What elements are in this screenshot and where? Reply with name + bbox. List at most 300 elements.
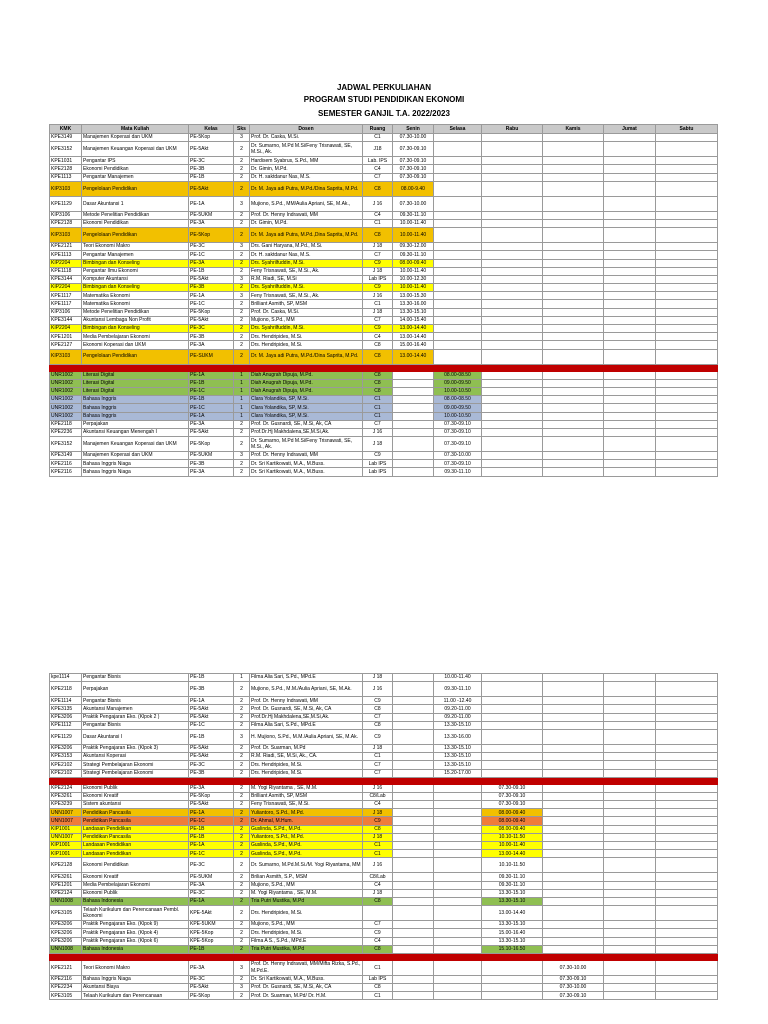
cell-sabtu [656, 316, 718, 324]
cell-jumat [604, 387, 656, 395]
cell-mata-kuliah: Ekonomi Kreatif [82, 792, 189, 800]
cell-mata-kuliah: Pengantar Manajemen [82, 251, 189, 259]
table-row [50, 387, 718, 395]
table-row [50, 267, 718, 275]
cell-selasa [434, 842, 482, 850]
cell-kelas: PE-1B [189, 379, 234, 387]
cell-kelas: PE-1A [189, 412, 234, 420]
cell-kelas: PE-1C [189, 721, 234, 729]
cell-sabtu [656, 173, 718, 181]
cell-kamis [543, 349, 604, 364]
cell-kelas: PE-3C [189, 325, 234, 333]
cell-kmk: UNR1002 [50, 412, 82, 420]
cell-rabu [482, 228, 543, 243]
cell-jumat [604, 801, 656, 809]
cell-sks: 2 [234, 784, 250, 792]
cell-kelas: PE-3C [189, 157, 234, 165]
table-row [50, 460, 718, 468]
cell-ruang: C7 [363, 769, 393, 777]
cell-rabu [482, 960, 543, 975]
cell-jumat [604, 697, 656, 705]
cell-selasa [434, 929, 482, 937]
cell-kelas: PE-1B [189, 833, 234, 841]
cell-sabtu [656, 705, 718, 713]
cell-selasa [434, 267, 482, 275]
cell-rabu [482, 251, 543, 259]
cell-mata-kuliah: Pengelolaan Pendidikan [82, 228, 189, 243]
cell-senin [393, 387, 434, 395]
cell-rabu: 10.10-11.50 [482, 833, 543, 841]
cell-rabu [482, 396, 543, 404]
table-row [50, 842, 718, 850]
cell-rabu [482, 333, 543, 341]
cell-ruang: J18 [363, 142, 393, 157]
cell-kmk: KPE2124 [50, 889, 82, 897]
cell-kmk: KPE1112 [50, 721, 82, 729]
cell-kamis [543, 259, 604, 267]
cell-senin: 07.30-09.10 [393, 157, 434, 165]
cell-kamis [543, 945, 604, 953]
cell-senin [393, 713, 434, 721]
cell-sks: 2 [234, 937, 250, 945]
cell-kamis [543, 316, 604, 324]
cell-sks: 2 [234, 801, 250, 809]
cell-mata-kuliah: Manajemen Koperasi dan UKM [82, 452, 189, 460]
cell-sks: 1 [234, 396, 250, 404]
cell-kelas: KPE-5Kop [189, 937, 234, 945]
cell-ruang: J 16 [363, 428, 393, 436]
cell-dosen: Prof. Dr. Suarman, M.Pd [250, 744, 363, 752]
divider-cell [543, 364, 604, 371]
cell-jumat [604, 267, 656, 275]
cell-kmk: UNR1002 [50, 387, 82, 395]
divider-cell [50, 777, 82, 784]
cell-mata-kuliah: Pendidikan Pancasila [82, 809, 189, 817]
table-row [50, 173, 718, 181]
cell-jumat [604, 412, 656, 420]
cell-sks: 2 [234, 325, 250, 333]
cell-kmk: UNN1008 [50, 897, 82, 905]
cell-sks: 2 [234, 682, 250, 697]
cell-sks: 3 [234, 960, 250, 975]
cell-mata-kuliah: Metode Penelitian Pendidikan [82, 308, 189, 316]
cell-kmk: KPE2121 [50, 960, 82, 975]
cell-kmk: UNR1002 [50, 379, 82, 387]
cell-kelas: PE-5UKM [189, 211, 234, 219]
cell-mata-kuliah: Pengantar Bisnis [82, 721, 189, 729]
cell-kamis [543, 404, 604, 412]
col-header-sks: Sks [234, 125, 250, 134]
cell-selasa [434, 181, 482, 196]
cell-kamis [543, 801, 604, 809]
cell-kmk: KPE1113 [50, 173, 82, 181]
cell-sabtu [656, 975, 718, 983]
cell-kelas: PE-3B [189, 682, 234, 697]
cell-sabtu [656, 165, 718, 173]
cell-dosen: Mujiono, S.Pd., MM [250, 316, 363, 324]
cell-selasa [434, 219, 482, 227]
cell-kmk: KPE3144 [50, 275, 82, 283]
cell-jumat [604, 992, 656, 1000]
cell-kamis [543, 937, 604, 945]
table-row [50, 801, 718, 809]
cell-sks: 2 [234, 858, 250, 873]
cell-rabu [482, 142, 543, 157]
cell-rabu [482, 468, 543, 476]
cell-ruang: C9 [363, 817, 393, 825]
cell-kelas: PE-3A [189, 881, 234, 889]
cell-jumat [604, 744, 656, 752]
cell-selasa: 10.00-10.50 [434, 387, 482, 395]
cell-mata-kuliah: Akuntansi Manajemen [82, 705, 189, 713]
cell-jumat [604, 251, 656, 259]
cell-sabtu [656, 792, 718, 800]
cell-jumat [604, 134, 656, 142]
cell-rabu [482, 219, 543, 227]
cell-ruang: C7 [363, 713, 393, 721]
cell-kamis [543, 817, 604, 825]
cell-senin [393, 842, 434, 850]
cell-dosen: Mujiono, S.Pd., M.M./Aulia Apriani, SE, M.Ak. [250, 682, 363, 697]
cell-sks: 2 [234, 921, 250, 929]
cell-dosen: Dr. M. Jaya adi Putra, M.Pd./Dina Saprita, M.Pd. [250, 349, 363, 364]
table-row [50, 960, 718, 975]
cell-ruang: J 16 [363, 858, 393, 873]
cell-dosen: Prof.Dr.Hj Makhdalena,SE,M.Si,Ak. [250, 713, 363, 721]
cell-mata-kuliah: Pendidikan Pancasila [82, 817, 189, 825]
cell-ruang: C7 [363, 251, 393, 259]
cell-kelas: KPE-5UKM [189, 921, 234, 929]
cell-kamis [543, 243, 604, 251]
cell-kmk: KPE1201 [50, 881, 82, 889]
cell-kamis [543, 873, 604, 881]
cell-mata-kuliah: Landasan Pendidikan [82, 850, 189, 858]
cell-rabu: 13.30-15.10 [482, 921, 543, 929]
divider-cell [393, 777, 434, 784]
table-row [50, 134, 718, 142]
cell-ruang: J 16 [363, 196, 393, 211]
cell-sabtu [656, 858, 718, 873]
cell-sks: 2 [234, 721, 250, 729]
cell-sks: 2 [234, 897, 250, 905]
cell-selasa [434, 984, 482, 992]
cell-rabu [482, 316, 543, 324]
cell-dosen: Dr. Sri Kartikowati, M.A., M.Buss. [250, 460, 363, 468]
cell-sks: 3 [234, 134, 250, 142]
divider-cell [250, 777, 363, 784]
cell-kamis [543, 929, 604, 937]
cell-selasa [434, 937, 482, 945]
cell-rabu [482, 452, 543, 460]
cell-sks: 2 [234, 817, 250, 825]
table-row [50, 889, 718, 897]
divider-cell [234, 953, 250, 960]
cell-kelas: PE-3C [189, 889, 234, 897]
cell-mata-kuliah: Teori Ekonomi Makro [82, 243, 189, 251]
cell-kmk: UNR1002 [50, 396, 82, 404]
cell-jumat [604, 850, 656, 858]
table-row [50, 316, 718, 324]
section-divider-row [50, 953, 718, 960]
cell-sabtu [656, 809, 718, 817]
cell-sabtu [656, 761, 718, 769]
cell-kamis [543, 219, 604, 227]
cell-selasa [434, 784, 482, 792]
cell-sks: 2 [234, 929, 250, 937]
cell-kamis [543, 682, 604, 697]
cell-jumat [604, 157, 656, 165]
cell-kelas: PE-3B [189, 284, 234, 292]
cell-jumat [604, 906, 656, 921]
cell-dosen: Tria Putri Mustika, M.Pd [250, 897, 363, 905]
cell-dosen: Drs. Hendripides, M.Si. [250, 906, 363, 921]
cell-kamis [543, 705, 604, 713]
cell-kamis [543, 228, 604, 243]
table-row [50, 721, 718, 729]
cell-selasa [434, 341, 482, 349]
cell-mata-kuliah: Praktik Pengajaran Eko. (Klpok 6) [82, 937, 189, 945]
cell-rabu [482, 975, 543, 983]
table-row [50, 792, 718, 800]
cell-senin [393, 817, 434, 825]
cell-sabtu [656, 897, 718, 905]
cell-jumat [604, 341, 656, 349]
cell-mata-kuliah: Bimbingan dan Konseling [82, 259, 189, 267]
cell-selasa [434, 873, 482, 881]
cell-dosen: Feny Trisnawati, SE, M.Si., Ak. [250, 292, 363, 300]
cell-kamis [543, 396, 604, 404]
cell-jumat [604, 196, 656, 211]
cell-kelas: PE-1A [189, 292, 234, 300]
cell-kelas: PE-1A [189, 809, 234, 817]
cell-kamis [543, 769, 604, 777]
table-row [50, 769, 718, 777]
divider-cell [250, 953, 363, 960]
cell-rabu [482, 341, 543, 349]
table-row [50, 825, 718, 833]
cell-sabtu [656, 333, 718, 341]
cell-rabu [482, 682, 543, 697]
cell-jumat [604, 396, 656, 404]
cell-sks: 2 [234, 753, 250, 761]
cell-sabtu [656, 881, 718, 889]
cell-jumat [604, 858, 656, 873]
cell-kmk: KPE3105 [50, 992, 82, 1000]
cell-kmk: KPE3206 [50, 744, 82, 752]
cell-kelas: PE-5Akt [189, 705, 234, 713]
cell-sabtu [656, 817, 718, 825]
cell-sabtu [656, 341, 718, 349]
cell-rabu: 15.00-16.40 [482, 929, 543, 937]
cell-mata-kuliah: Manajemen Keuangan Koperasi dan UKM [82, 437, 189, 452]
cell-kamis [543, 284, 604, 292]
table-row [50, 809, 718, 817]
cell-kmk: KPE3206 [50, 937, 82, 945]
cell-dosen: Brilliant Asmith, SP, MSM [250, 300, 363, 308]
cell-ruang: J 18 [363, 243, 393, 251]
cell-kmk: KPE1129 [50, 196, 82, 211]
cell-jumat [604, 452, 656, 460]
cell-jumat [604, 292, 656, 300]
cell-kmk: KPE2102 [50, 769, 82, 777]
cell-senin [393, 873, 434, 881]
cell-mata-kuliah: Bahasa Inggris [82, 396, 189, 404]
cell-kmk: KIP3103 [50, 181, 82, 196]
cell-rabu [482, 325, 543, 333]
cell-sabtu [656, 960, 718, 975]
cell-ruang: J 16 [363, 784, 393, 792]
cell-dosen: Prof. Dr. Caska, M.Si. [250, 308, 363, 316]
cell-sabtu [656, 842, 718, 850]
cell-dosen: Prof.Dr.Hj Makhdalena,SE,M.Si,Ak. [250, 428, 363, 436]
cell-sks: 3 [234, 243, 250, 251]
cell-kamis: 07.30-10.00 [543, 960, 604, 975]
cell-kmk: KPE2128 [50, 858, 82, 873]
divider-cell [604, 364, 656, 371]
cell-jumat [604, 228, 656, 243]
cell-rabu [482, 674, 543, 682]
cell-kmk: KPE2234 [50, 984, 82, 992]
cell-senin [393, 825, 434, 833]
cell-kelas: PE-3A [189, 784, 234, 792]
cell-mata-kuliah: Pengantar Manajemen [82, 173, 189, 181]
cell-sks: 2 [234, 165, 250, 173]
cell-mata-kuliah: Ekonomi Pendidikan [82, 165, 189, 173]
cell-rabu [482, 308, 543, 316]
cell-ruang: C8/Lab [363, 792, 393, 800]
cell-dosen: Drs. Gani Haryana, M.Pd., M.Si. [250, 243, 363, 251]
cell-jumat [604, 792, 656, 800]
cell-mata-kuliah: Sistem akuntansi [82, 801, 189, 809]
cell-selasa: 09.20-11.00 [434, 705, 482, 713]
cell-dosen: Guslinda, S.Pd., M.Pd. [250, 825, 363, 833]
cell-kamis [543, 721, 604, 729]
cell-sabtu [656, 825, 718, 833]
cell-kelas: PE-5UKM [189, 873, 234, 881]
cell-jumat [604, 181, 656, 196]
cell-rabu: 09.30-11.10 [482, 873, 543, 881]
cell-mata-kuliah: Teori Ekonomi Makro [82, 960, 189, 975]
cell-kamis [543, 921, 604, 929]
cell-kmk: KPE3261 [50, 792, 82, 800]
cell-mata-kuliah: Strategi Pembelajaran Ekonomi [82, 761, 189, 769]
cell-kmk: KPE3152 [50, 437, 82, 452]
cell-sks: 2 [234, 792, 250, 800]
cell-kmk: UNN1007 [50, 809, 82, 817]
cell-jumat [604, 275, 656, 283]
cell-ruang: Lab IPS [363, 275, 393, 283]
cell-kmk: KIP2204 [50, 284, 82, 292]
cell-rabu: 09.30-11.10 [482, 881, 543, 889]
cell-mata-kuliah: Ekonomi Publik [82, 889, 189, 897]
cell-selasa [434, 228, 482, 243]
cell-jumat [604, 674, 656, 682]
cell-kamis [543, 468, 604, 476]
cell-kelas: PE-1B [189, 396, 234, 404]
cell-kamis [543, 387, 604, 395]
cell-selasa [434, 825, 482, 833]
cell-sks: 2 [234, 284, 250, 292]
cell-senin [393, 801, 434, 809]
cell-selasa [434, 817, 482, 825]
cell-kamis [543, 858, 604, 873]
cell-sabtu [656, 744, 718, 752]
cell-kelas: PE-1A [189, 697, 234, 705]
cell-kmk: KPE2102 [50, 761, 82, 769]
table-row [50, 833, 718, 841]
cell-sks: 2 [234, 420, 250, 428]
cell-sabtu [656, 921, 718, 929]
cell-dosen: Dr. Sri Kartikowati, M.A., M.Buss. [250, 975, 363, 983]
table-row [50, 157, 718, 165]
cell-ruang: C1 [363, 134, 393, 142]
cell-kmk: KPE3261 [50, 873, 82, 881]
cell-kamis [543, 744, 604, 752]
cell-mata-kuliah: Media Pembelajaran Ekonomi [82, 881, 189, 889]
cell-senin: 10.00-11.40 [393, 267, 434, 275]
cell-kmk: KIP3106 [50, 308, 82, 316]
cell-senin: 10.00-11.40 [393, 228, 434, 243]
cell-kamis [543, 452, 604, 460]
table-row [50, 308, 718, 316]
cell-sabtu [656, 468, 718, 476]
divider-cell [50, 364, 82, 371]
col-header-sabtu: Sabtu [656, 125, 718, 134]
cell-kmk: KPE3135 [50, 705, 82, 713]
cell-kelas: PE-1A [189, 196, 234, 211]
cell-kamis [543, 371, 604, 379]
cell-ruang: J 16 [363, 682, 393, 697]
cell-senin [393, 858, 434, 873]
cell-mata-kuliah: Manajemen Koperasi dan UKM [82, 134, 189, 142]
cell-kamis [543, 412, 604, 420]
table-row [50, 196, 718, 211]
cell-senin [393, 784, 434, 792]
cell-selasa [434, 881, 482, 889]
cell-ruang: C9 [363, 259, 393, 267]
cell-selasa: 13.30-15.10 [434, 753, 482, 761]
cell-selasa: 13.30-15.10 [434, 744, 482, 752]
cell-kmk: UNN1007 [50, 833, 82, 841]
cell-mata-kuliah: Praktik Pengajaran Eko. (Klpok 4) [82, 929, 189, 937]
cell-rabu [482, 196, 543, 211]
table-row [50, 420, 718, 428]
cell-kmk: KPE3105 [50, 906, 82, 921]
cell-rabu [482, 420, 543, 428]
cell-kelas: PE-5Kop [189, 792, 234, 800]
schedule-title-line2: PROGRAM STUDI PENDIDIKAN EKONOMI [303, 95, 465, 104]
cell-rabu [482, 165, 543, 173]
table-row [50, 251, 718, 259]
table-row [50, 428, 718, 436]
cell-senin [393, 371, 434, 379]
table-row [50, 753, 718, 761]
cell-dosen: Dr. Sri Kartikowati, M.A., M.Buss. [250, 468, 363, 476]
cell-ruang: J 18 [363, 833, 393, 841]
cell-kamis [543, 697, 604, 705]
table-row [50, 921, 718, 929]
cell-kmk: KPE3239 [50, 801, 82, 809]
cell-mata-kuliah: Dasar Akuntansi 1 [82, 196, 189, 211]
cell-senin: 13.00-15.30 [393, 292, 434, 300]
table-row [50, 437, 718, 452]
cell-kelas: PE-1C [189, 817, 234, 825]
cell-jumat [604, 428, 656, 436]
cell-sks: 2 [234, 825, 250, 833]
cell-senin [393, 468, 434, 476]
cell-kamis [543, 292, 604, 300]
cell-sks: 1 [234, 379, 250, 387]
